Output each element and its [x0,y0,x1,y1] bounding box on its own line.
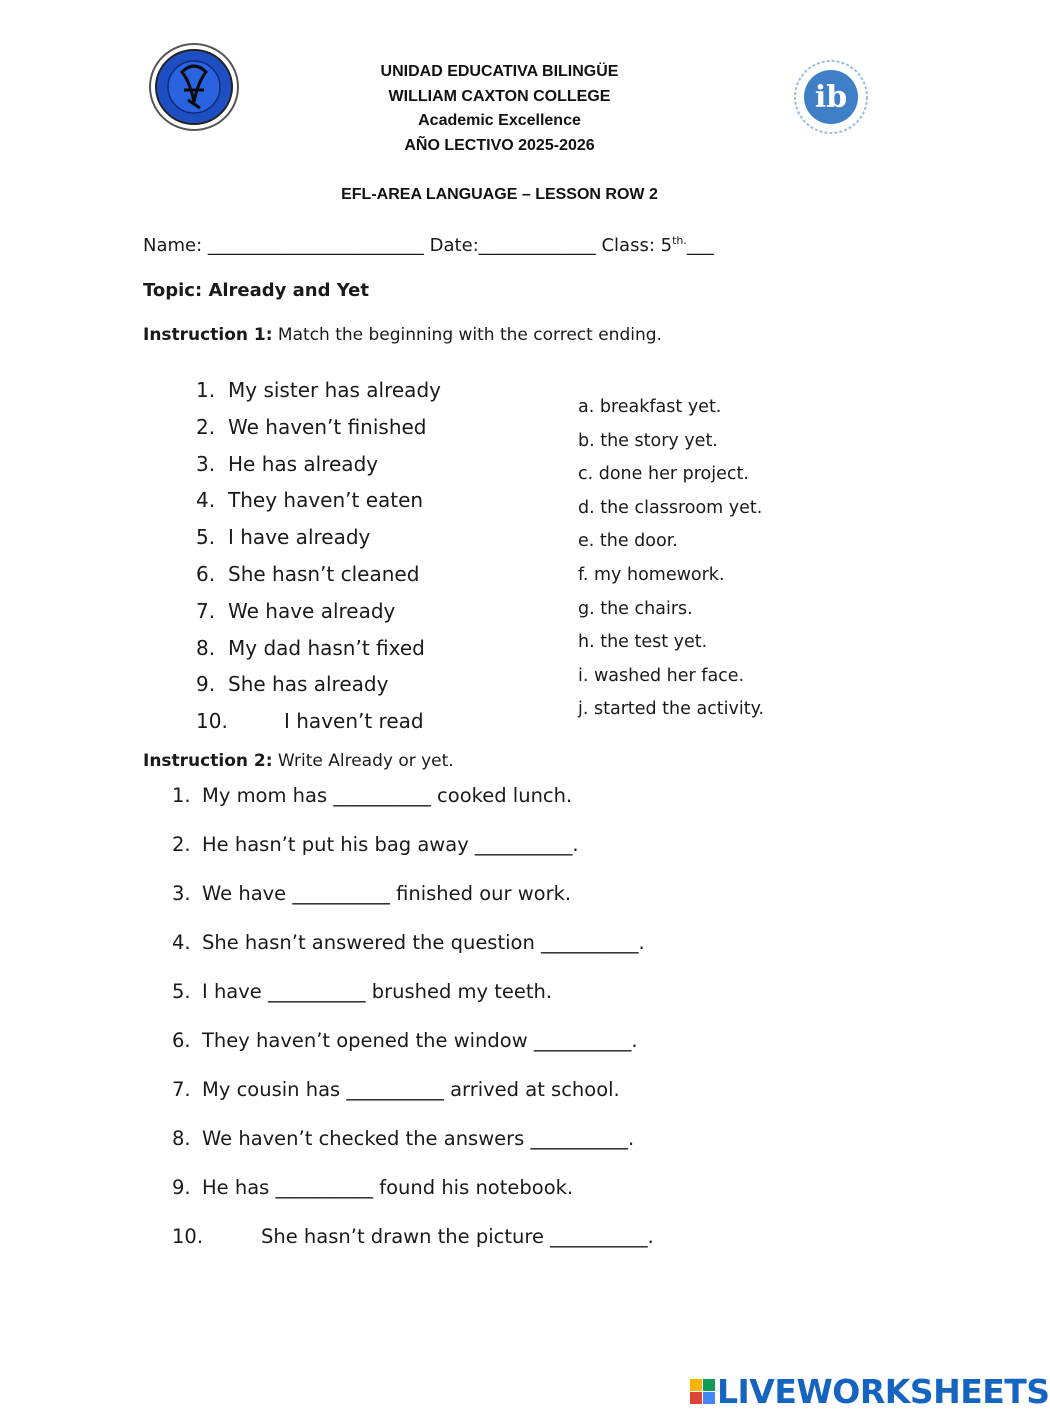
list-item: f. my homework. [578,564,725,585]
list-item: d. the classroom yet. [578,497,763,518]
instruction-1-text: Match the beginning with the correct ending. [272,325,662,345]
list-item: 8. My dad hasn’t fixed [196,635,425,660]
header-line-1: UNIDAD EDUCATIVA BILINGÜE [380,63,619,80]
instruction-2-text: Write Already or yet. [272,751,454,771]
list-item: i. washed her face. [578,665,745,686]
list-item: 7. My cousin has __________ arrived at school. [172,1078,620,1101]
list-item: 10. I haven’t read [196,709,424,734]
class-superscript: th. [672,234,687,247]
list-item: g. the chairs. [578,598,693,619]
instruction-2-label: Instruction 2: [143,751,273,771]
list-item: 10. She hasn’t drawn the picture __________. [172,1225,654,1248]
date-blank[interactable]: _____________ [478,235,596,256]
student-info-line [143,234,714,256]
topic-title: Topic: Already and Yet [143,280,369,301]
list-item: 4. They haven’t eaten [196,488,424,513]
list-item: 5. I have __________ brushed my teeth. [172,980,553,1003]
list-item: 4. She hasn’t answered the question __________. [172,931,645,954]
list-item: b. the story yet. [578,430,718,451]
list-item: 1. My mom has __________ cooked lunch. [172,784,573,807]
instruction-1-label: Instruction 1: [143,325,273,345]
list-item: 5. I have already [196,525,371,550]
list-item: 1. My sister has already [196,378,441,402]
header-line-2: WILLIAM CAXTON COLLEGE [388,88,611,105]
list-item: h. the test yet. [578,632,708,653]
liveworksheets-logo[interactable] [690,1372,1050,1411]
list-item: j. started the activity. [578,699,765,720]
header-line-4: AÑO LECTIVO 2025-2026 [404,137,595,154]
endings-list [578,397,764,733]
list-item: 7. We have already [196,598,396,623]
beginnings-list [196,378,441,746]
instruction-1 [143,325,662,345]
date-label: Date: [429,235,479,256]
list-item: 6. She hasn’t cleaned [196,561,420,586]
list-item: e. the door. [578,531,678,552]
ib-logo [792,58,870,136]
instruction-2 [143,751,454,771]
sentences-list [172,784,654,1274]
class-label: Class: 5 [601,235,673,256]
list-item: 3. We have __________ finished our work. [172,882,572,905]
list-item: a. breakfast yet. [578,397,722,417]
list-item: 2. We haven’t finished [196,414,427,439]
ib-logo-text: ib [814,80,848,115]
list-item: 8. We haven’t checked the answers __________. [172,1127,635,1150]
class-blank[interactable]: ___ [686,235,714,256]
list-item: 9. He has __________ found his notebook. [172,1176,574,1199]
liveworksheets-icon [690,1377,716,1407]
name-blank[interactable]: ________________________ [207,235,424,256]
list-item: c. done her project. [578,464,749,485]
list-item: 9. She has already [196,672,389,697]
list-item: 2. He hasn’t put his bag away __________. [172,833,579,856]
lesson-subtitle: EFL-AREA LANGUAGE – LESSON ROW 2 [341,186,658,203]
name-label: Name: [143,235,203,256]
list-item: 3. He has already [196,451,379,476]
header-line-3: Academic Excellence [418,112,581,129]
list-item: 6. They haven’t opened the window __________. [172,1029,638,1052]
liveworksheets-brand: LIVEWORKSHEETS [717,1372,1050,1411]
